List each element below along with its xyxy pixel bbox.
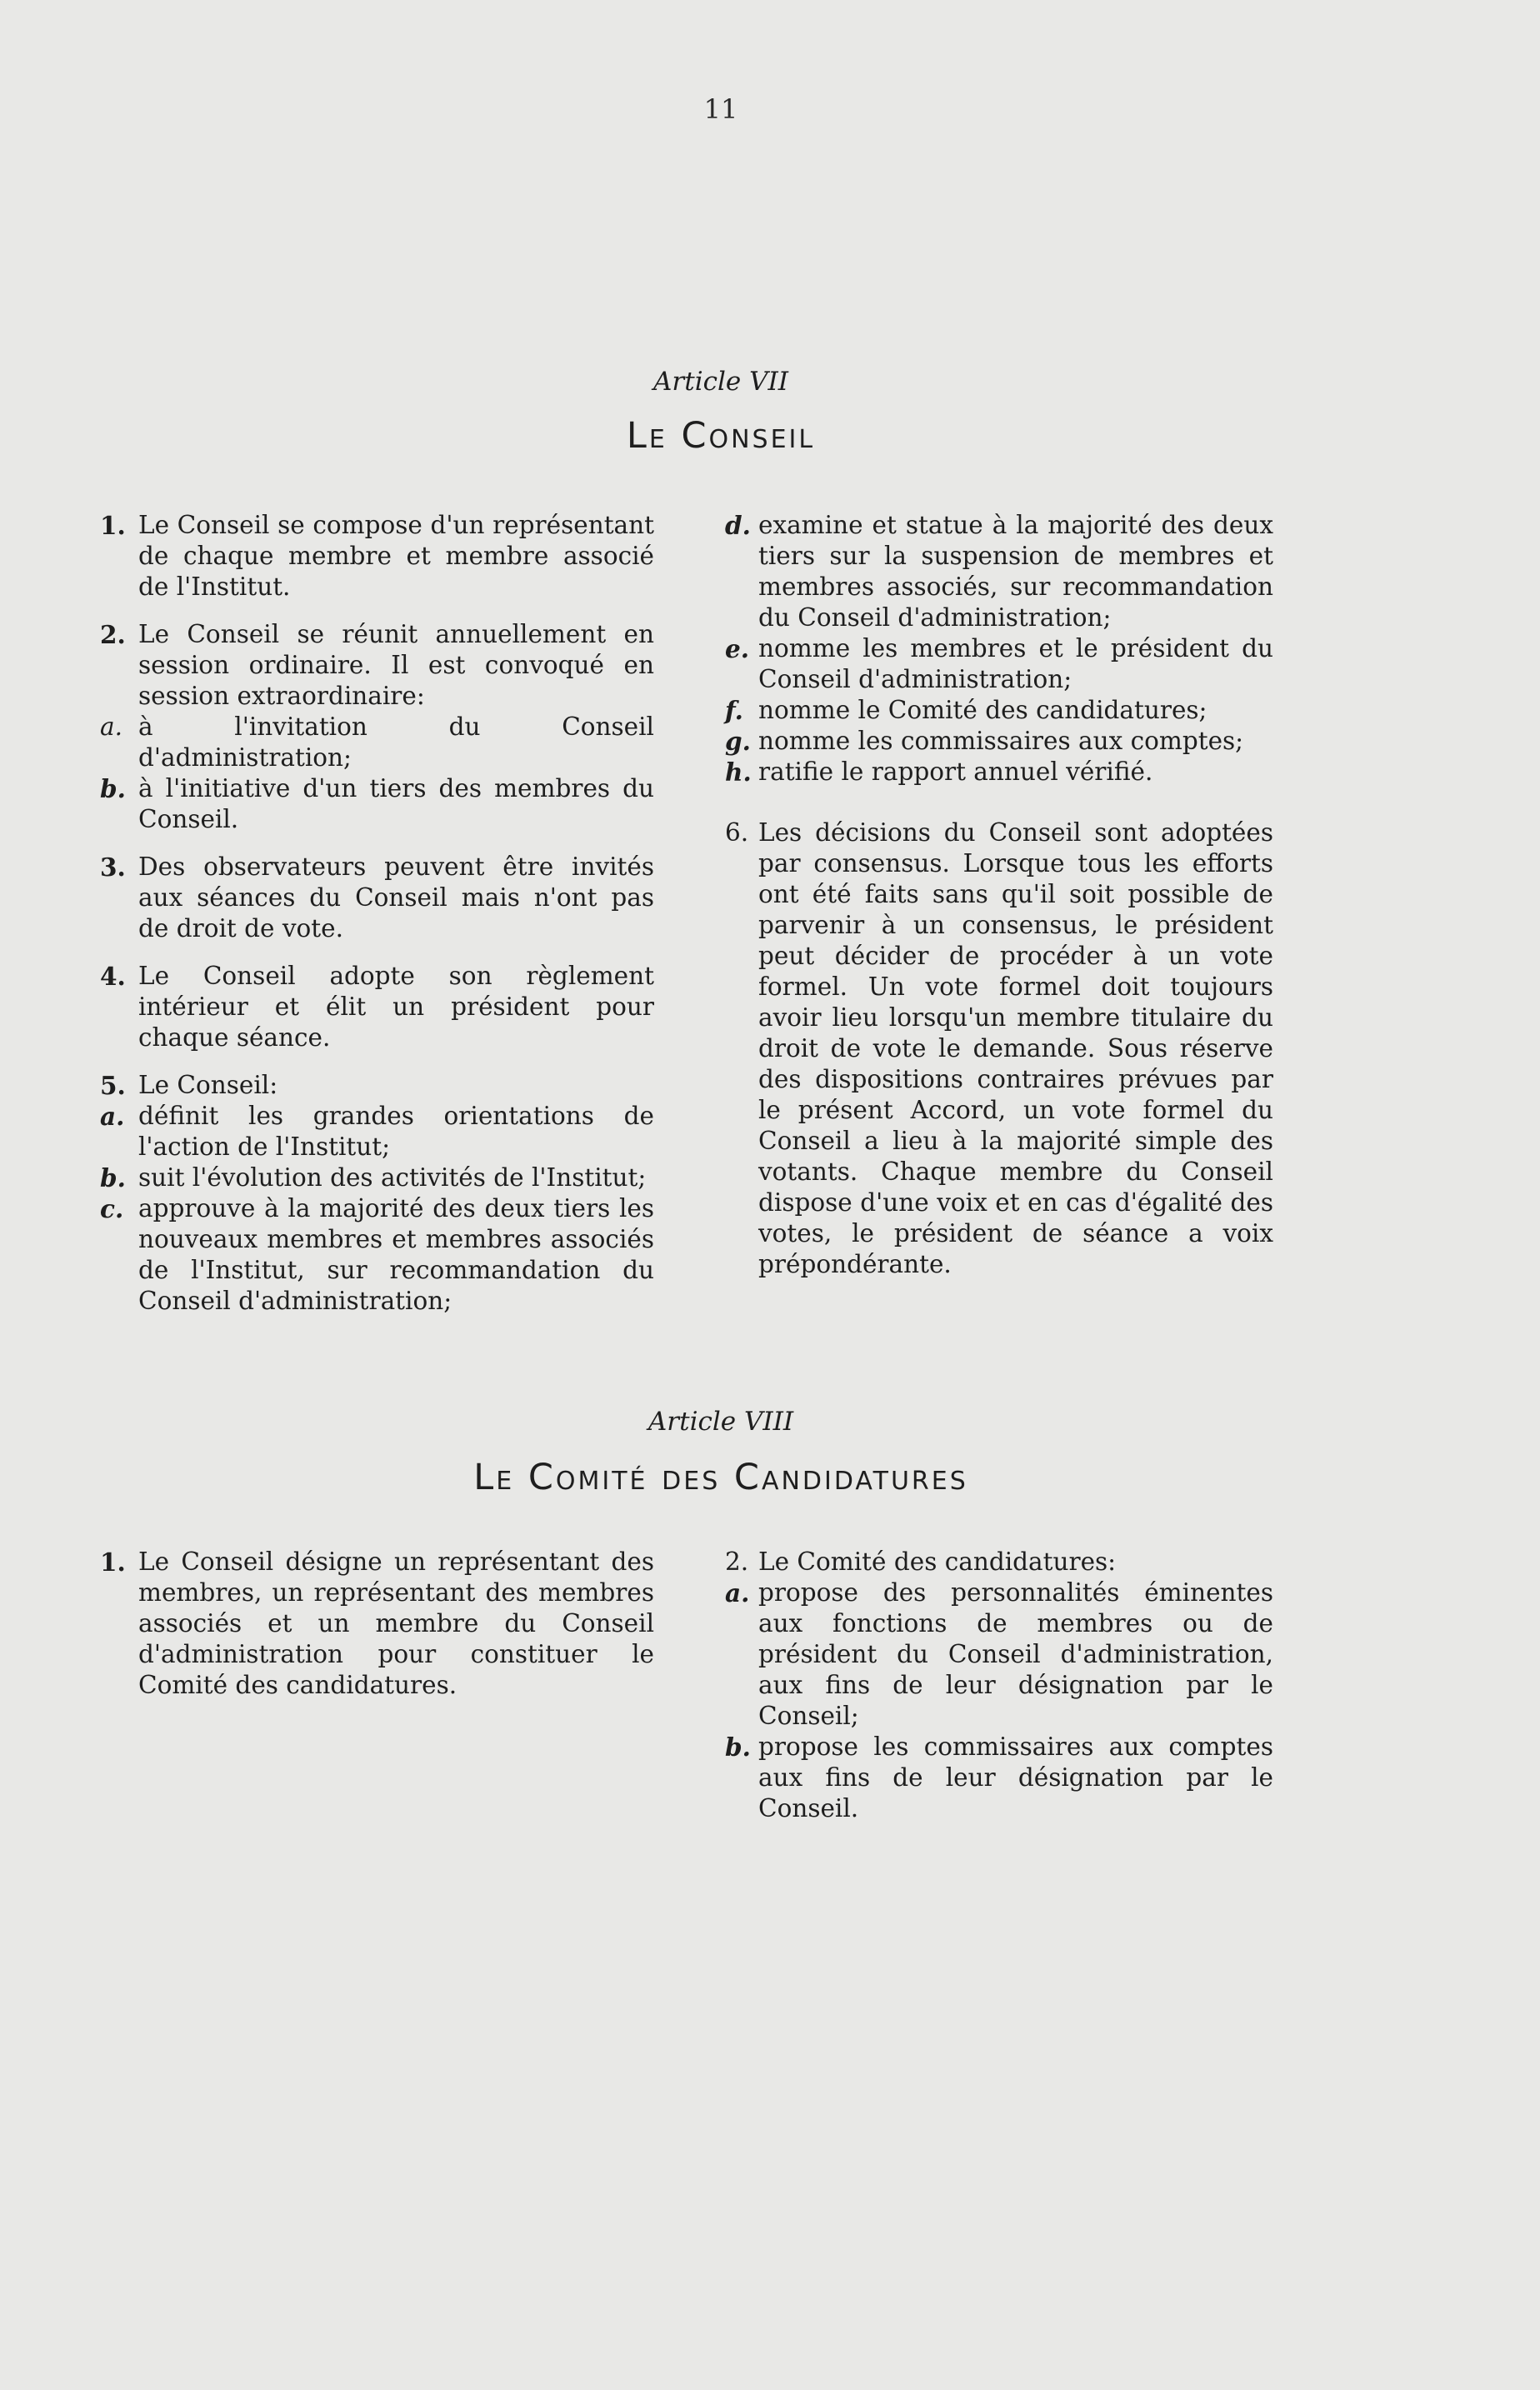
paragraph-text: Les décisions du Conseil sont adoptées par consensus. Lorsque tous les efforts ont été faits sans qu'il soit possible de parvenir à un consensus, le président peut décider de procéder à un vote formel. Un vote formel doit toujours avoir lieu lorsqu'un membre titulaire du droit de vote le demande. Sous réserve des dispositions contraires prévues par le présent Accord, un vote formel du Conseil a lieu à la majorité simple des votants. Chaque membre du Conseil dispose d'une voix et en cas d'égalité des votes, le président de séance a voix prépondérante. [758, 818, 1273, 1278]
paragraph-text: Le Conseil désigne un représentant des membres, un représentant des membres associés et un membre du Conseil d'administration pour constituer le Comité des candidatures. [138, 1548, 654, 1699]
article-7-paragraph-2 [100, 619, 654, 712]
item-letter: c. [100, 1194, 124, 1223]
paragraph-number: 5. [100, 1071, 126, 1100]
article-7-item-5f [725, 695, 1273, 726]
article-7-item-2a [100, 712, 654, 773]
paragraph-number: 2. [725, 1548, 749, 1576]
article-7-item-5d [725, 510, 1273, 633]
item-text: ratifie le rapport annuel vérifié. [758, 758, 1153, 786]
article-7-item-5h [725, 757, 1273, 788]
item-letter: f. [725, 696, 743, 725]
article-7-title: Le Conseil [626, 415, 816, 457]
paragraph-number: 6. [725, 818, 749, 847]
paragraph-number: 4. [100, 962, 126, 991]
article-7-paragraph-3 [100, 852, 654, 944]
article-8-item-2a [725, 1578, 1273, 1732]
article-7-item-5a [100, 1101, 654, 1162]
item-text: nomme le Comité des candidatures; [758, 696, 1208, 724]
article-7-item-2b [100, 773, 654, 835]
article-8-item-2b [725, 1732, 1273, 1824]
article-7-item-5g [725, 726, 1273, 757]
article-7-right-column [725, 510, 1273, 1280]
article-8-right-column [725, 1547, 1273, 1824]
item-text: suit l'évolution des activités de l'Institut; [138, 1163, 647, 1192]
article-8-title: Le Comité des Candidatures [473, 1457, 968, 1498]
paragraph-text: Le Conseil: [138, 1071, 278, 1099]
article-8-label: Article VIII [648, 1407, 794, 1437]
paragraph-text: Le Conseil adopte son règlement intérieur et élit un président pour chaque séance. [138, 962, 654, 1052]
article-7-paragraph-5 [100, 1070, 654, 1101]
item-text: propose les commissaires aux comptes aux fins de leur désignation par le Conseil. [758, 1732, 1273, 1822]
item-text: nomme les commissaires aux comptes; [758, 727, 1244, 755]
item-text: propose des personnalités éminentes aux fonctions de membres ou de président du Conseil d'administration, aux fins de leur désignation par le Conseil; [758, 1578, 1273, 1730]
article-7-label: Article VII [653, 367, 788, 397]
article-7-paragraph-6 [725, 818, 1273, 1280]
item-letter: b. [725, 1732, 751, 1762]
paragraph-text: Le Conseil se compose d'un représentant de chaque membre et membre associé de l'Institut. [138, 511, 654, 601]
article-8-left-column [100, 1547, 654, 1701]
article-8-paragraph-1 [100, 1547, 654, 1701]
item-letter: e. [725, 634, 750, 663]
item-letter: a. [725, 1578, 750, 1608]
article-7-left-column [100, 510, 654, 1317]
paragraph-text: Le Comité des candidatures: [758, 1548, 1117, 1576]
item-letter: g. [725, 727, 751, 756]
article-7-item-5c [100, 1193, 654, 1317]
article-7-paragraph-1 [100, 510, 654, 602]
item-letter: d. [725, 511, 751, 540]
article-8-paragraph-2 [725, 1547, 1273, 1578]
paragraph-number: 1. [100, 511, 126, 540]
item-text: à l'initiative d'un tiers des membres du Conseil. [138, 774, 654, 833]
item-text: approuve à la majorité des deux tiers les nouveaux membres et membres associés de l'Institut, sur recommandation du Conseil d'administration; [138, 1194, 654, 1315]
paragraph-number: 1. [100, 1548, 126, 1577]
article-7-item-5b [100, 1162, 654, 1193]
item-letter: a. [100, 1102, 125, 1131]
paragraph-number: 2. [100, 620, 126, 649]
paragraph-number: 3. [100, 852, 126, 882]
item-letter: h. [725, 758, 752, 787]
paragraph-text: Le Conseil se réunit annuellement en session ordinaire. Il est convoqué en session extraordinaire: [138, 620, 654, 710]
page-number: 11 [703, 93, 738, 125]
item-text: à l'invitation du Conseil d'administration; [138, 712, 654, 772]
item-text: nomme les membres et le président du Conseil d'administration; [758, 634, 1273, 693]
item-letter: b. [100, 774, 126, 803]
item-text: définit les grandes orientations de l'action de l'Institut; [138, 1102, 654, 1161]
item-letter: a. [100, 712, 122, 741]
paragraph-text: Des observateurs peuvent être invités aux séances du Conseil mais n'ont pas de droit de vote. [138, 852, 654, 942]
article-7-item-5e [725, 633, 1273, 695]
item-letter: b. [100, 1163, 126, 1192]
item-text: examine et statue à la majorité des deux tiers sur la suspension de membres et membres associés, sur recommandation du Conseil d'administration; [758, 511, 1273, 632]
article-7-paragraph-4 [100, 961, 654, 1053]
